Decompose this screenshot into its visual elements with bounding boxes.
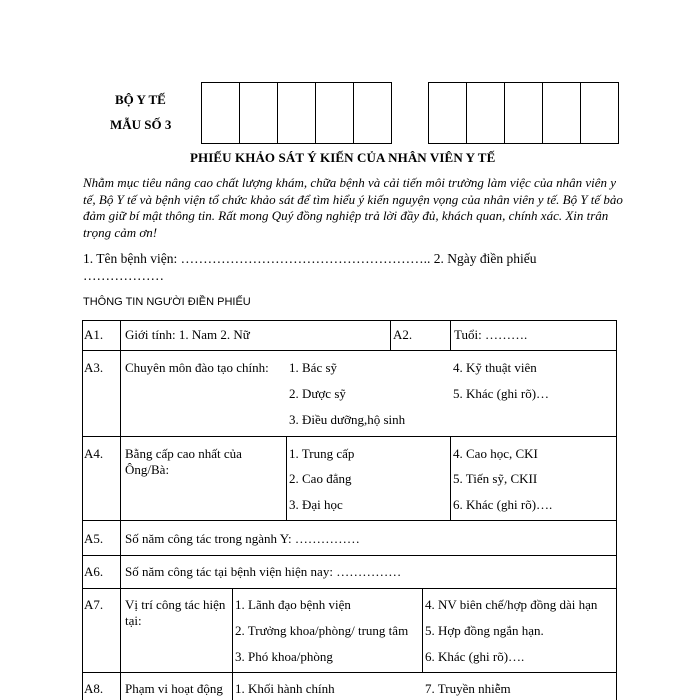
code-box[interactable] (467, 82, 505, 144)
row-code-a1: A1. (84, 327, 104, 342)
code-box[interactable] (581, 82, 619, 144)
section-title: THÔNG TIN NGƯỜI ĐIỀN PHIẾU (83, 296, 251, 308)
code-box[interactable] (201, 82, 240, 144)
position-option[interactable]: 4. NV biên chế/hợp đồng dài hạn (425, 597, 598, 612)
code-box[interactable] (543, 82, 581, 144)
scope-option[interactable]: 1. Khối hành chính (235, 681, 335, 696)
code-box[interactable] (505, 82, 543, 144)
code-boxes-left (201, 82, 392, 144)
row-code-a3: A3. (84, 360, 104, 375)
years-at-hospital[interactable]: Số năm công tác tại bệnh viện hiện nay: …………… (125, 564, 402, 579)
position-option[interactable]: 3. Phó khoa/phòng (235, 649, 333, 664)
code-boxes-right (428, 82, 619, 144)
row-code-a5: A5. (84, 531, 104, 546)
degree-option[interactable]: 6. Khác (ghi rõ)…. (453, 497, 553, 512)
specialty-option[interactable]: 4. Kỹ thuật viên (453, 360, 537, 375)
code-box[interactable] (316, 82, 354, 144)
age-field[interactable]: Tuổi: ………. (454, 327, 528, 342)
years-in-field[interactable]: Số năm công tác trong ngành Y: …………… (125, 531, 360, 546)
position-option[interactable]: 5. Hợp đồng ngắn hạn. (425, 623, 544, 638)
scope-option[interactable]: 7. Truyền nhiễm (425, 681, 511, 696)
degree-option[interactable]: 3. Đại học (289, 497, 343, 512)
position-option[interactable]: 2. Trưởng khoa/phòng/ trung tâm (235, 623, 409, 638)
position-option[interactable]: 1. Lãnh đạo bệnh viện (235, 597, 351, 612)
code-box[interactable] (428, 82, 467, 144)
scope-label: Phạm vi hoạt động (125, 681, 223, 696)
row-code-a6: A6. (84, 564, 104, 579)
row-code-a8: A8. (84, 681, 104, 696)
hospital-name-line[interactable]: 1. Tên bệnh viện: ……………………………………………….. 2. Ngày điền phiếu (83, 251, 537, 266)
degree-label: Bằng cấp cao nhất của Ông/Bà: (125, 446, 242, 477)
degree-option[interactable]: 5. Tiến sỹ, CKII (453, 471, 538, 486)
row-code-a2: A2. (393, 327, 413, 342)
specialty-option[interactable]: 3. Điều dưỡng,hộ sinh (289, 412, 406, 427)
code-box[interactable] (354, 82, 392, 144)
code-box[interactable] (278, 82, 316, 144)
form-title: PHIẾU KHẢO SÁT Ý KIẾN CỦA NHÂN VIÊN Y TẾ (190, 150, 496, 165)
ministry-label: BỘ Y TẾ (115, 92, 166, 107)
fill-date-dots[interactable]: ……………… (83, 268, 164, 283)
specialty-option[interactable]: 1. Bác sỹ (289, 360, 338, 375)
degree-option[interactable]: 2. Cao đẳng (289, 471, 352, 486)
row-code-a7: A7. (84, 597, 104, 612)
specialty-option[interactable]: 5. Khác (ghi rõ)… (453, 386, 550, 401)
gender-field[interactable]: Giới tính: 1. Nam 2. Nữ (125, 327, 250, 342)
form-number-label: MẪU SỐ 3 (110, 117, 172, 132)
specialty-option[interactable]: 2. Dược sỹ (289, 386, 346, 401)
row-code-a4: A4. (84, 446, 104, 461)
position-label: Vị trí công tác hiện tại: (125, 597, 226, 628)
intro-paragraph: Nhằm mục tiêu nâng cao chất lượng khám, chữa bệnh và cải tiến môi trường làm việc của nhân viên y tế, Bộ Y tế và bệnh viện tổ chức khảo sát để tìm hiểu ý kiến nguyện vọng của nhân viên y tế. Bộ Y tế bảo đảm giữ bí mật thông tin. Rất mong Quý đồng nghiệp trả lời đầy đủ, khách quan, chính xác. Xin trân trọng cảm ơn! (83, 175, 623, 240)
degree-option[interactable]: 1. Trung cấp (289, 446, 355, 461)
degree-option[interactable]: 4. Cao học, CKI (453, 446, 538, 461)
position-option[interactable]: 6. Khác (ghi rõ)…. (425, 649, 525, 664)
specialty-label: Chuyên môn đào tạo chính: (125, 360, 269, 375)
code-box[interactable] (240, 82, 278, 144)
